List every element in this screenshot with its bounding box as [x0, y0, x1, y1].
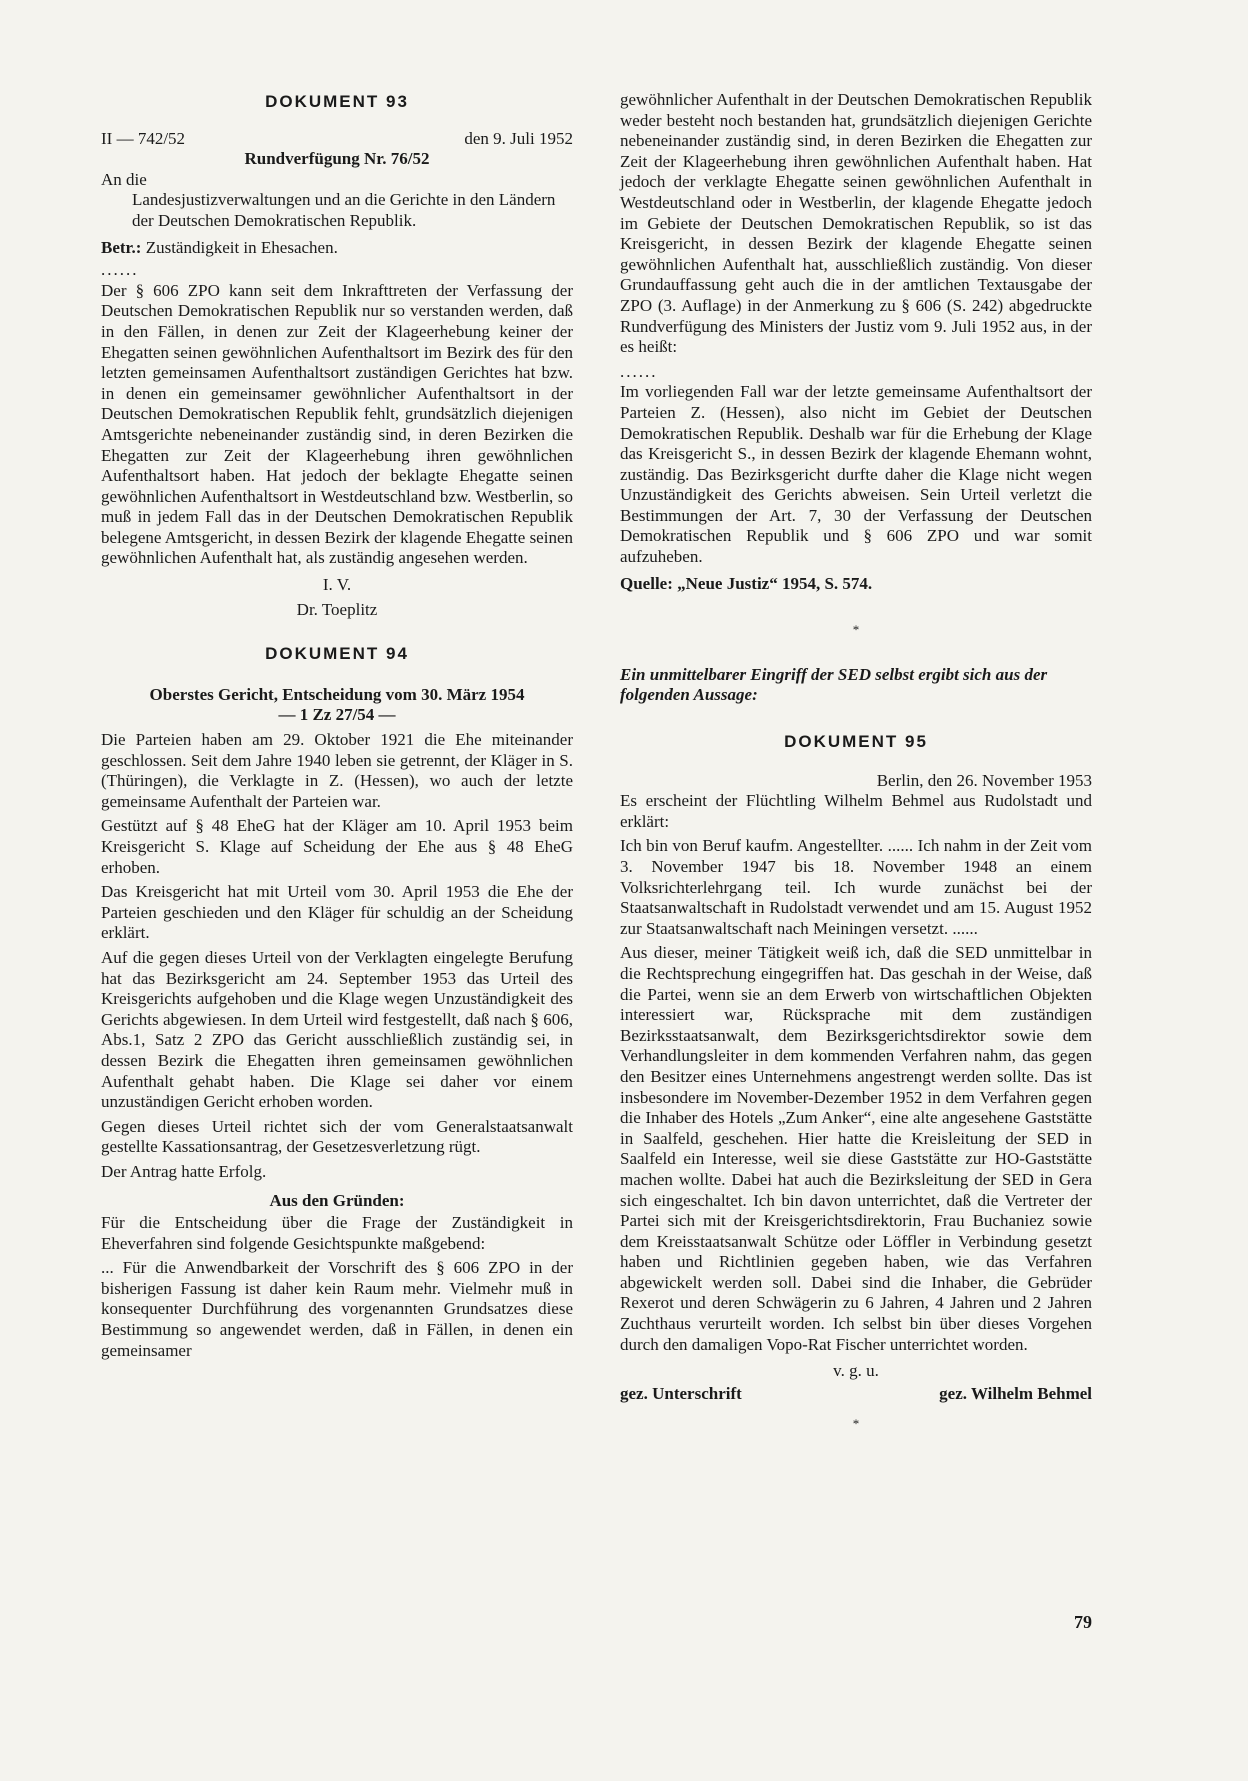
doc94-reasons-heading: Aus den Gründen: — [269, 1190, 405, 1210]
doc93-heading: DOKUMENT 93 — [265, 92, 409, 111]
separator-star: * — [852, 622, 860, 638]
doc94-paragraph: Das Kreisgericht hat mit Urteil vom 30. April 1953 die Ehe der Parteien geschieden und den Kläger für schuldig an der Scheidung erklärt. — [101, 882, 573, 943]
doc93-iv: I. V. — [322, 575, 352, 595]
doc94-heading: DOKUMENT 94 — [265, 644, 409, 664]
doc95-para2: Aus dieser, meiner Tätigkeit weiß ich, daß die SED unmittelbar in die Rechtsprechung eingegriffen hat. Das geschah in der Weise, daß die Partei, wenn sie an dem Erwerb von wirtschaftlichen Objekten interessiert war, Rücksprache mit dem zuständigen Bezirksstaatsanwalt, dem Bezirksgerichtsdirektor sowie dem Verhandlungsleiter in dem kommenden Verfahren nahm, das gegen den Besitzer eines Unternehmens angestrengt werden sollte. Das ist insbesondere im November-Dezember 1952 in dem Verfahren gegen die Inhaber des Hotels „Zum Anker“, eine alte angesehene Gaststätte in Saalfeld, geschehen. Hier hatte die Kreisleitung der SED in Saalfeld ein Interesse, weil sie diese Gaststätte zur HO-Gaststätte machen wollte. Dabei hat auch die Bezirksleitung der SED in Gera sich eingeschaltet. Ich bin davon unterrichtet, daß die Vertreter der Partei sich mit der Kreisgerichtsdirektorin, Frau Buchaniez sowie dem Kreisstaatsanwalt Schütze oder Löffler in Verbindung gesetzt haben und Richtlinien gegeben haben, wie das Verfahren abgewickelt werden soll. Dabei sind die Inhaber, die Gebrüder Rexerot und deren Schwägerin zu 6 Jahren, 4 Jahren und 2 Jahren Zuchthaus verurteilt worden. Ich selbst bin über dieses Vorgehen durch den damaligen Vopo-Rat Fischer unterrichtet worden. — [620, 943, 1092, 1354]
doc94-paragraph: Auf die gegen dieses Urteil von der Verklagten eingelegte Berufung hat das Bezirksgericht am 24. September 1953 das Urteil des Kreisgerichts aufgehoben und die Klage wegen Unzuständigkeit des Gerichts abgewiesen. In dem Urteil wird festgestellt, daß nach § 606, Abs.1, Satz 2 ZPO das Gericht ausschließlich zuständig sei, in dessen Bezirk die Ehegatten ihren gemeinsamen gewöhnlichen Aufenthalt gehabt haben. Die Klage sei daher vor einem unzuständigen Gericht erhoben worden. — [101, 947, 573, 1112]
doc94-source-text: „Neue Justiz“ 1954, S. 574. — [677, 573, 873, 593]
separator-star-bottom: * — [852, 1416, 860, 1432]
doc95-signatures — [620, 1384, 1092, 1405]
doc95-heading: DOKUMENT 95 — [784, 732, 928, 752]
doc94-source-label: Quelle: — [620, 573, 673, 593]
doc95-intro: Es erscheint der Flüchtling Wilhelm Behmel aus Rudolstadt und erklärt: — [620, 791, 1092, 831]
left-column — [101, 92, 573, 1365]
doc94-court-line2: — 1 Zz 27/54 — — [278, 705, 396, 725]
doc93-subject — [101, 238, 573, 259]
doc94-court-line1: Oberstes Gericht, Entscheidung vom 30. März 1954 — [149, 684, 525, 704]
doc95-place-date: Berlin, den 26. November 1953 — [876, 770, 1092, 790]
doc94-continuation: gewöhnlicher Aufenthalt in der Deutschen Demokratischen Republik weder besteht noch bestanden hat, grundsätzlich diejenigen Gerichte nebeneinander zuständig sind, in deren Bezirken die Ehegatten zur Zeit der Klageerhebung ihren gewöhnlichen Aufenthalt haben. Hat jedoch der verklagte Ehegatte seinen gewöhnlichen Aufenthalt in Westdeutschland oder in Westberlin, der klagende Ehegatte jedoch im Gebiete der Deutschen Demokratischen Republik, so ist das Kreisgericht, in dessen Bezirk der klagende Ehegatte seinen gewöhnlichen Aufenthalt hat, ausschließlich zuständig. Von dieser Grundauffassung geht auch die in der amtlichen Textausgabe der ZPO (3. Auflage) in der Anmerkung zu § 606 (S. 242) abgedruckte Rundverfügung des Ministers der Justiz vom 9. Juli 1952 aus, in der es heißt: — [620, 90, 1092, 357]
doc94-dots: ...... — [620, 361, 658, 381]
doc94-reasons-text: ... Für die Anwendbarkeit der Vorschrift des § 606 ZPO in der bisherigen Fassung ist daher kein Raum mehr. Vielmehr muß in konsequenter Durchführung des vorgenannten Grundsatzes diese Bestimmung so angewendet werden, daß in Fällen, in denen ein gemeinsamer — [101, 1258, 573, 1360]
doc93-ref-row — [101, 129, 573, 150]
doc94-reasons-intro: Für die Entscheidung über die Frage der Zuständigkeit in Eheverfahren sind folgende Gesichtspunkte maßgebend: — [101, 1213, 573, 1253]
doc93-title: Rundverfügung Nr. 76/52 — [244, 149, 430, 169]
doc93-dots: ...... — [101, 260, 139, 280]
doc94-source — [620, 574, 1092, 595]
doc95-sig-right: gez. Wilhelm Behmel — [939, 1383, 1092, 1403]
doc94-paragraph: Der Antrag hatte Erfolg. — [101, 1161, 267, 1181]
doc95-sig-left: gez. Unterschrift — [620, 1383, 742, 1403]
doc93-subject-text: Zuständigkeit in Ehesachen. — [145, 237, 338, 257]
doc93-signer: Dr. Toeplitz — [296, 599, 378, 619]
doc95-intro-note: Ein unmittelbarer Eingriff der SED selbst ergibt sich aus der folgenden Aussage: — [620, 664, 1048, 705]
doc93-addressee: Landesjustizverwaltungen und an die Gerichte in den Ländern der Deutschen Demokratischen Republik. — [132, 190, 556, 230]
page-number: 79 — [1074, 1612, 1092, 1632]
doc93-body: Der § 606 ZPO kann seit dem Inkrafttreten der Verfassung der Deutschen Demokratischen Republik nur so verstanden werden, daß in den Fällen, in denen zur Zeit der Klageerhebung keiner der Ehegatten seinen gewöhnlichen Aufenthaltsort im Bezirk des für den letzten gemeinsamen Aufenthaltsort zuständigen Gerichtes hat bzw. in denen ein gemeinsamer gewöhnlicher Aufenthaltsort in der Deutschen Demokratischen Republik fehlt, grundsätzlich diejenigen Amtsgerichte nebeneinander zuständig sind, in deren Bezirken die Ehegatten zur Zeit der Klageerhebung ihren gewöhnlichen Aufenthaltsort haben. Hat jedoch der beklagte Ehegatte seinen gewöhnlichen Aufenthaltsort in Westdeutschland bzw. Westberlin, so muß in jedem Fall das in der Deutschen Demokratischen Republik belegene Amtsgericht, in dessen Bezirk der klagende Ehegatte seinen gewöhnlichen Aufenthalt hat, als zuständig angesehen werden. — [101, 280, 573, 568]
doc93-date: den 9. Juli 1952 — [464, 128, 573, 148]
doc93-ref: II — 742/52 — [101, 128, 186, 148]
doc93-subject-label: Betr.: — [101, 237, 142, 257]
doc93-addressee-intro: An die — [101, 169, 147, 189]
doc94-decision: Im vorliegenden Fall war der letzte gemeinsame Aufenthaltsort der Parteien Z. (Hessen), also nicht im Gebiet der Deutschen Demokratischen Republik. Deshalb war für die Erhebung der Klage das Kreisgericht S., in dessen Bezirk der klagende Ehemann wohnt, zuständig. Das Bezirksgericht durfte daher die Klage nicht wegen Unzuständigkeit des Gerichts abweisen. Sein Urteil verletzt die Bestimmungen der Art. 7, 30 der Verfassung der Deutschen Demokratischen Republik und § 606 ZPO und war somit aufzuheben. — [620, 382, 1092, 567]
doc95-para1: Ich bin von Beruf kaufm. Angestellter. ...... Ich nahm in der Zeit vom 3. November 1947 bis 18. November 1948 an einem Volksrichterlehrgang teil. Ich wurde zunächst bei der Staatsanwaltschaft in Rudolstadt verwendet und am 15. August 1952 zur Staatsanwaltschaft nach Meiningen versetzt. ...... — [620, 836, 1092, 938]
doc94-paragraph: Gestützt auf § 48 EheG hat der Kläger am 10. April 1953 beim Kreisgericht S. Klage auf Scheidung der Ehe aus § 48 EheG erhoben. — [101, 816, 573, 877]
doc95-vgu: v. g. u. — [833, 1361, 879, 1381]
doc94-paragraph: Die Parteien haben am 29. Oktober 1921 die Ehe miteinander geschlossen. Seit dem Jahre 1940 leben sie getrennt, der Kläger in S. (Thüringen), die Verklagte in Z. (Hessen), wo auch der letzte gemeinsame Aufenthalt der Parteien war. — [101, 730, 573, 811]
doc94-paragraph: Gegen dieses Urteil richtet sich der vom Generalstaatsanwalt gestellte Kassationsantrag, der Gesetzesverletzung rügt. — [101, 1116, 573, 1157]
right-column — [620, 90, 1092, 1435]
